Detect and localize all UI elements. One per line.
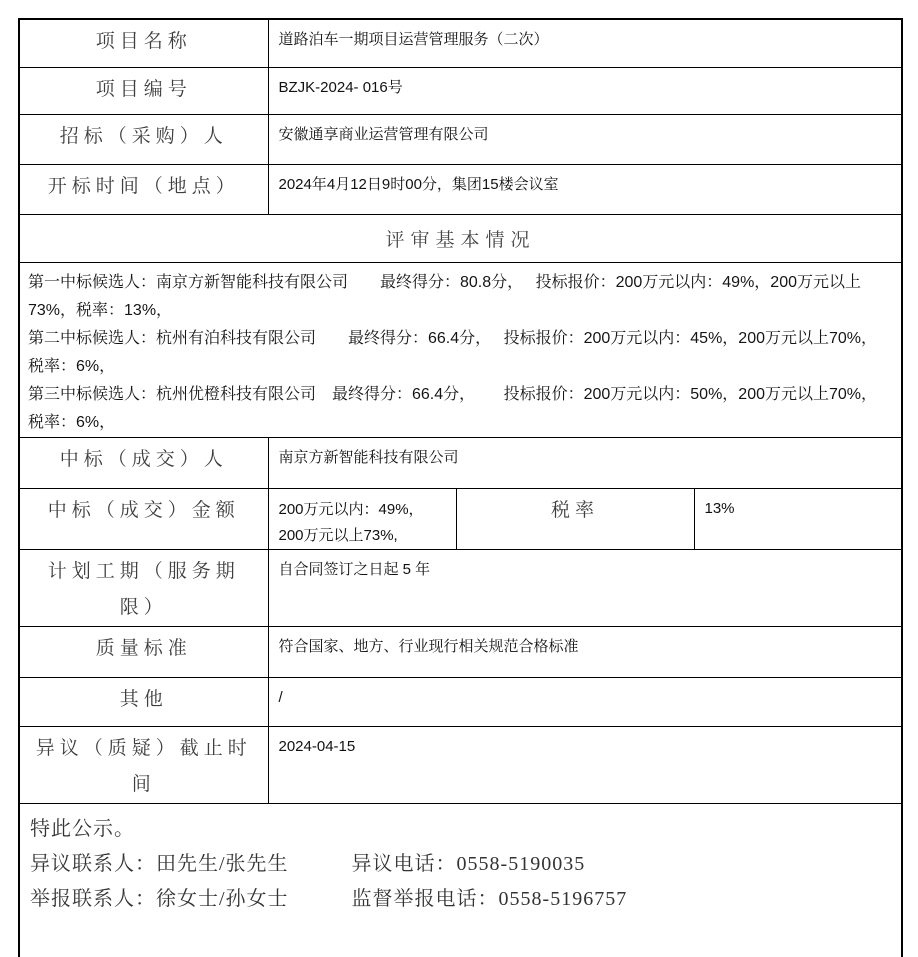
footer-cell [19,803,902,957]
objection-contact-line: 异议联系人：田先生/张先生 异议电话：0558-5190035 [30,852,586,875]
tax-rate-value: 13% [694,488,902,549]
bid-opening-label: 开标时间（地点） [19,164,268,214]
first-candidate-line: 第一中标候选人：南京方新智能科技有限公司 最终得分：80.8分， 投标报价：200万元以内：49%，200万元以上73%，税率：13%， [28,273,862,319]
quality-label: 质量标准 [19,626,268,677]
quality-value: 符合国家、地方、行业现行相关规范合格标准 [268,626,902,677]
row-review-header [19,214,902,262]
row-tenderer [19,114,902,164]
row-award-amount [19,488,902,549]
row-project-name [19,19,902,67]
bid-award-notice-table [18,18,903,957]
objection-deadline-value: 2024-04-15 [268,726,902,803]
award-amount-value: 200万元以内：49%，200万元以上73%, [268,488,456,549]
project-name-value: 道路泊车一期项目运营管理服务（二次） [268,19,902,67]
other-value: / [268,677,902,726]
second-candidate-line: 第二中标候选人：杭州有泊科技有限公司 最终得分：66.4分， 投标报价：200万元以内：45%，200万元以上70%，税率：6%， [28,329,878,375]
row-winner [19,437,902,488]
winner-label: 中标（成交）人 [19,437,268,488]
candidates-cell [19,262,902,437]
row-project-number [19,67,902,114]
duration-label: 计划工期（服务期限） [19,549,268,626]
report-contact-line: 举报联系人：徐女士/孙女士 监督举报电话：0558-5196757 [30,887,628,910]
row-candidates [19,262,902,437]
announcement-line: 特此公示。 [30,817,135,840]
other-label: 其他 [19,677,268,726]
tenderer-label: 招标（采购）人 [19,114,268,164]
project-number-value: BZJK-2024- 016号 [268,67,902,114]
tenderer-value: 安徽通享商业运营管理有限公司 [268,114,902,164]
row-duration [19,549,902,626]
award-amount-label: 中标（成交）金额 [19,488,268,549]
duration-value: 自合同签订之日起 5 年 [268,549,902,626]
winner-value: 南京方新智能科技有限公司 [268,437,902,488]
row-objection-deadline [19,726,902,803]
row-other [19,677,902,726]
row-footer [19,803,902,957]
row-quality [19,626,902,677]
tax-rate-label: 税率 [456,488,694,549]
project-number-label: 项目编号 [19,67,268,114]
objection-deadline-label: 异议（质疑）截止时间 [19,726,268,803]
review-section-header: 评审基本情况 [19,214,902,262]
bid-opening-value: 2024年4月12日9时00分，集团15楼会议室 [268,164,902,214]
row-bid-opening [19,164,902,214]
project-name-label: 项目名称 [19,19,268,67]
third-candidate-line: 第三中标候选人：杭州优橙科技有限公司 最终得分：66.4分， 投标报价：200万元以内：50%，200万元以上70%，税率：6%， [28,385,878,431]
